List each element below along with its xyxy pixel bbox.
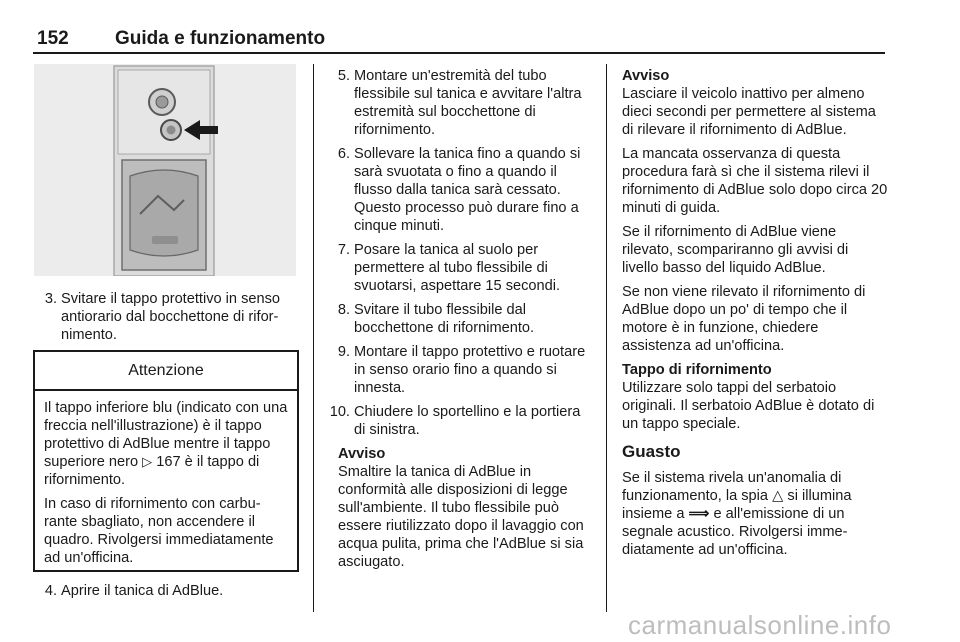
step-text: Aprire il tanica di AdBlue. (61, 583, 224, 599)
step-4 (33, 582, 301, 600)
step-5: 5. Montare un'estremità del tubo flessibile sul tanica e avvitare l'altra estremità sul bocchettone di rifornimento. (337, 68, 582, 138)
watermark: carmanualsonline.info (628, 610, 892, 640)
warning-paragraph-2: In caso di rifornimento con carburante sbagliato, non accendere il quadro. Rivolgersi immediatamente ad un'officina. (44, 496, 274, 566)
warning-body (35, 391, 297, 567)
step-9: 9. Montare il tappo protettivo e ruotare in senso orario fino a quando si innesta. (337, 344, 586, 396)
page-header (33, 24, 885, 54)
disposal-note (326, 445, 594, 571)
step-text: Svitare il tappo protettivo in senso antiorario dal bocchettone di rifornimento. (61, 291, 281, 343)
note-paragraph-3: Se il rifornimento di AdBlue viene rilevato, scompariranno gli avvisi di livello basso del liquido AdBlue. (622, 224, 849, 276)
note-title: Avviso (338, 446, 386, 462)
column-divider-1 (313, 64, 314, 612)
column-3 (622, 67, 888, 559)
step-number: 3. (44, 291, 57, 307)
column-1-bottom (33, 582, 301, 606)
warning-paragraph-1: Il tappo inferiore blu (indicato con una freccia nell'illustrazione) è il tappo protettivo di AdBlue mentre il tappo superiore nero ▷ 167 è il tappo di rifornimento. (44, 400, 288, 488)
warning-title: Attenzione (35, 352, 297, 391)
fault-text: Se il sistema rivela un'anomalia di funzionamento, la spia △ si illumina insieme a ⟹ e all'emissione di un segnale acustico. Rivolgersi immediatamente ad un'officina. (622, 470, 852, 558)
step-8: 8. Svitare il tubo flessibile dal bocchettone di rifornimento. (337, 302, 535, 336)
column-divider-2 (606, 64, 607, 612)
fault-heading: Guasto (622, 442, 681, 461)
wrench-icon: ⟹ (688, 506, 710, 522)
note-paragraph-1: Lasciare il veicolo inattivo per almeno dieci secondi per permettere al sistema di rilevare il rifornimento di AdBlue. (622, 86, 876, 138)
step-number: 4. (44, 583, 57, 599)
ref-arrow-icon: ▷ (142, 454, 153, 469)
section-text: Utilizzare solo tappi del serbatoio originali. Il serbatoio AdBlue è dotato di un tappo speciale. (622, 380, 875, 432)
page-title: Guida e funzionamento (115, 28, 326, 49)
note-title: Avviso (622, 68, 670, 84)
step-10: 10. Chiudere lo sportellino e la portiera di sinistra. (329, 404, 581, 438)
step-3 (33, 290, 301, 344)
filler-cap-drawing (34, 64, 296, 276)
note-text: Smaltire la tanica di AdBlue in conformità alle disposizioni di legge sull'ambiente. Il tubo flessibile può essere riutilizzato dopo il lavaggio con acqua pulita, prima che l'AdBlue si sia asciugato. (338, 464, 584, 570)
column-1 (33, 290, 301, 350)
step-6: 6. Sollevare la tanica fino a quando si sarà svuotata o fino a quando il flusso dalla tanica sarà cessato. Questo processo può durare fino a cinque minuti. (337, 146, 581, 234)
page-reference[interactable]: 167 (156, 454, 181, 470)
warning-box (33, 350, 299, 572)
column-2 (326, 67, 594, 571)
note-paragraph-4: Se non viene rilevato il rifornimento di AdBlue dopo un po' di tempo che il motore è in funzione, chiedere assistenza ad un'officina. (622, 284, 866, 354)
engine-warning-icon: △ (772, 488, 784, 504)
refill-note (622, 67, 888, 355)
note-paragraph-2: La mancata osservanza di questa procedura farà sì che il sistema rilevi il rifornimento di AdBlue solo dopo circa 20 minuti di guida. (622, 146, 888, 216)
page-number: 152 (37, 28, 69, 49)
step-7: 7. Posare la tanica al suolo per permettere al tubo flessibile di svuotarsi, aspettare 15 secondi. (337, 242, 561, 294)
filler-cap-section (622, 361, 888, 433)
adblue-filler-illustration (34, 64, 296, 276)
section-subtitle: Tappo di rifornimento (622, 362, 772, 378)
